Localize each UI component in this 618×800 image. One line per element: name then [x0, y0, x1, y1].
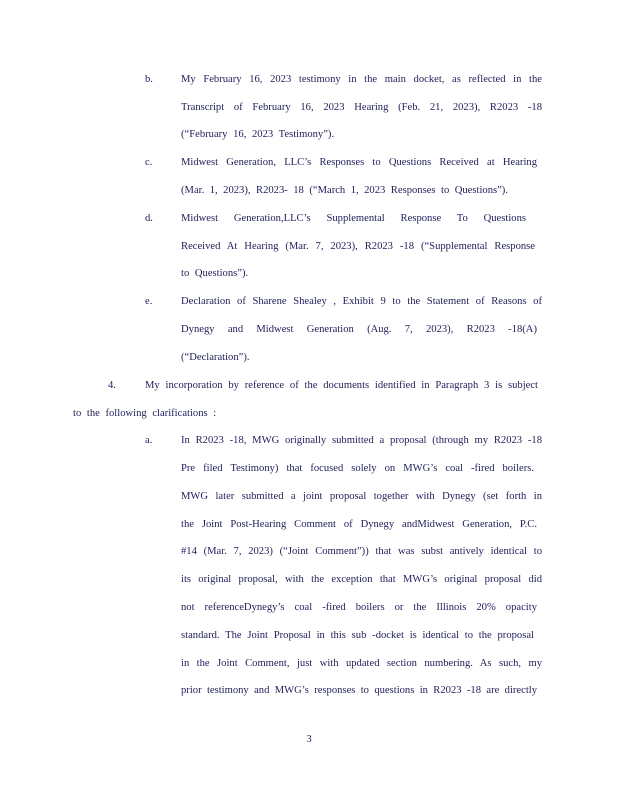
paragraph-number-4: 4. [108, 380, 116, 391]
item-b-line-1: My February 16, 2023 testimony in the main docket, as reflected in the [181, 74, 542, 85]
item-c-line-1: Midwest Generation, LLC’s Responses to Questions Received at Hearing [181, 157, 537, 168]
subitem-a-line-2: Pre filed Testimony) that focused solely on MWG’s coal -fired boilers. [181, 463, 534, 474]
subitem-label-a: a. [145, 435, 153, 446]
subitem-a-line-1: In R2023 -18, MWG originally submitted a proposal (through my R2023 -18 [181, 435, 542, 446]
item-label-d: d. [145, 213, 153, 224]
subitem-a-line-4: the Joint Post-Hearing Comment of Dynegy andMidwest Generation, P.C. [181, 519, 537, 530]
subitem-a-line-3: MWG later submitted a joint proposal together with Dynegy (set forth in [181, 491, 542, 502]
paragraph-4-line-1: My incorporation by reference of the documents identified in Paragraph 3 is subject [145, 380, 538, 391]
item-d-line-1: Midwest Generation,LLC’s Supplemental Response To Questions [181, 213, 526, 224]
subitem-a-line-8: standard. The Joint Proposal in this sub -docket is identical to the proposal [181, 630, 534, 641]
item-label-e: e. [145, 296, 153, 307]
item-d-line-2: Received At Hearing (Mar. 7, 2023), R2023 -18 (“Supplemental Response [181, 241, 535, 252]
subitem-a-line-6: its original proposal, with the exception that MWG’s original proposal did [181, 574, 542, 585]
subitem-a-line-9: in the Joint Comment, just with updated section numbering. As such, my [181, 658, 542, 669]
item-e-line-3: (“Declaration”). [181, 352, 250, 363]
item-c-line-2: (Mar. 1, 2023), R2023- 18 (“March 1, 2023 Responses to Questions”). [181, 185, 508, 196]
item-b-line-2: Transcript of February 16, 2023 Hearing (Feb. 21, 2023), R2023 -18 [181, 102, 542, 113]
paragraph-4-line-2: to the following clarifications : [73, 408, 217, 419]
subitem-a-line-10: prior testimony and MWG’s responses to questions in R2023 -18 are directly [181, 685, 537, 696]
item-e-line-2: Dynegy and Midwest Generation (Aug. 7, 2023), R2023 -18(A) [181, 324, 537, 335]
subitem-a-line-5: #14 (Mar. 7, 2023) (“Joint Comment”)) that was subst antively identical to [181, 546, 542, 557]
subitem-a-line-7: not referenceDynegy’s coal -fired boilers or the Illinois 20% opacity [181, 602, 537, 613]
item-label-b: b. [145, 74, 153, 85]
page-number: 3 [306, 734, 312, 745]
item-e-line-1: Declaration of Sharene Shealey , Exhibit 9 to the Statement of Reasons of [181, 296, 542, 307]
item-b-line-3: (“February 16, 2023 Testimony”). [181, 129, 335, 140]
item-label-c: c. [145, 157, 153, 168]
item-d-line-3: to Questions”). [181, 268, 249, 279]
